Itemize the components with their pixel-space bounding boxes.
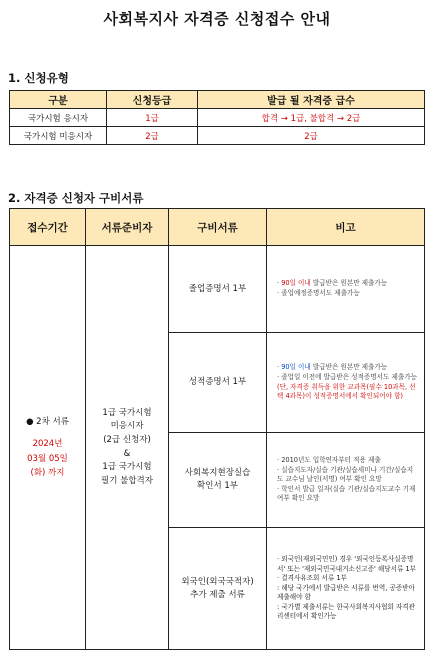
period-cell [10, 246, 86, 650]
table-header-row [10, 91, 425, 109]
cell-grade: 2급 [107, 127, 198, 145]
table-row [10, 127, 425, 145]
cell-issued: 합격 → 1급, 불합격 → 2급 [198, 109, 425, 127]
preparer-line: 1급 국가시험 [102, 407, 152, 418]
cell-type: 국가시험 응시자 [10, 109, 107, 127]
document-notes [267, 246, 425, 333]
application-type-table [9, 90, 425, 145]
preparer-line: 1급 국가시험 [102, 462, 152, 473]
deadline-day: (화) 까지 [30, 467, 65, 478]
cell-type: 국가시험 미응시자 [10, 127, 107, 145]
note-line: (단, 자격증 취득을 위한 교과목(필수 10과목, 선택 4과목)이 성적증명서에서 확인되어야 함) [277, 382, 416, 401]
col-header-preparer: 서류준비자 [86, 209, 169, 246]
note-line: · 결격사유조회 서류 1부 [277, 574, 347, 583]
note-line: · 학인서 발급 일자(실습 기관/실습지도교수 기재 여부 확인 요망 [277, 484, 416, 503]
note-line: · 졸업일 이전에 발급받은 성적증명서도 제출가능 [277, 372, 417, 381]
note-line: · 졸업예정증명서도 제출가능 [277, 289, 360, 297]
document-name: 성적증명서 1부 [169, 333, 267, 433]
table-row [10, 109, 425, 127]
section2-heading: 2. 자격증 신청자 구비서류 [8, 191, 144, 205]
round-label: ● 2차 서류 [26, 416, 69, 427]
note-line: · 외국인(재외국민인) 경우 '외국인등록사실증명서' 또는 '재외국민국내거소신고증' 해당서류 1부 [277, 555, 417, 573]
document-notes [267, 333, 425, 433]
cell-grade: 1급 [107, 109, 198, 127]
cell-issued: 2급 [198, 127, 425, 145]
preparer-line: 미응시자 [110, 421, 144, 432]
col-header-documents: 구비서류 [169, 209, 267, 246]
documents-table [9, 208, 425, 650]
document-notes [267, 433, 425, 528]
preparer-line: 필기 불합격자 [101, 475, 153, 486]
col-header-notes: 비고 [267, 209, 425, 246]
note-line: : 해당 국가에서 발급받은 서류를 번역, 공증받아 제출해야 함 [277, 583, 415, 602]
preparer-cell [86, 246, 169, 650]
note-line: · 90일 이내 발급받은 원본만 제출가능 [277, 279, 388, 288]
document-name: 졸업증명서 1부 [169, 246, 267, 333]
note-line: · 2010년도 입학연자부터 적용 제출 [277, 456, 381, 465]
section1-heading: 1. 신청유형 [8, 71, 69, 85]
preparer-line: (2급 신청자) [103, 434, 151, 445]
col-header-period: 접수기간 [10, 209, 86, 246]
document-notes [267, 528, 425, 650]
col-header-type: 구분 [10, 91, 107, 109]
table-row [10, 246, 425, 333]
note-line: : 국가별 제출서류는 한국사회복지사협회 자격관리센터에서 확인가능 [277, 602, 416, 621]
col-header-issued: 발급 될 자격증 급수 [198, 91, 425, 109]
col-header-grade: 신청등급 [107, 91, 198, 109]
page-title: 사회복지사 자격증 신청접수 안내 [103, 10, 331, 28]
table-header-row [10, 209, 425, 246]
deadline-date: 03월 05일 [27, 453, 68, 464]
note-line: · 실습지도자/실습 기관/실습세미나 기간/실습지도 교수님 날인(서명) 여부 확인 요망 [277, 465, 414, 484]
preparer-line: & [123, 448, 131, 459]
document-name: 사회복지현장실습 확인서 1부 [169, 433, 267, 528]
deadline-year: 2024년 [32, 439, 63, 450]
note-line: · 90일 이내 발급받은 원본만 제출가능 [277, 363, 388, 372]
document-name: 외국인(외국국적자) 추가 제출 서류 [169, 528, 267, 650]
